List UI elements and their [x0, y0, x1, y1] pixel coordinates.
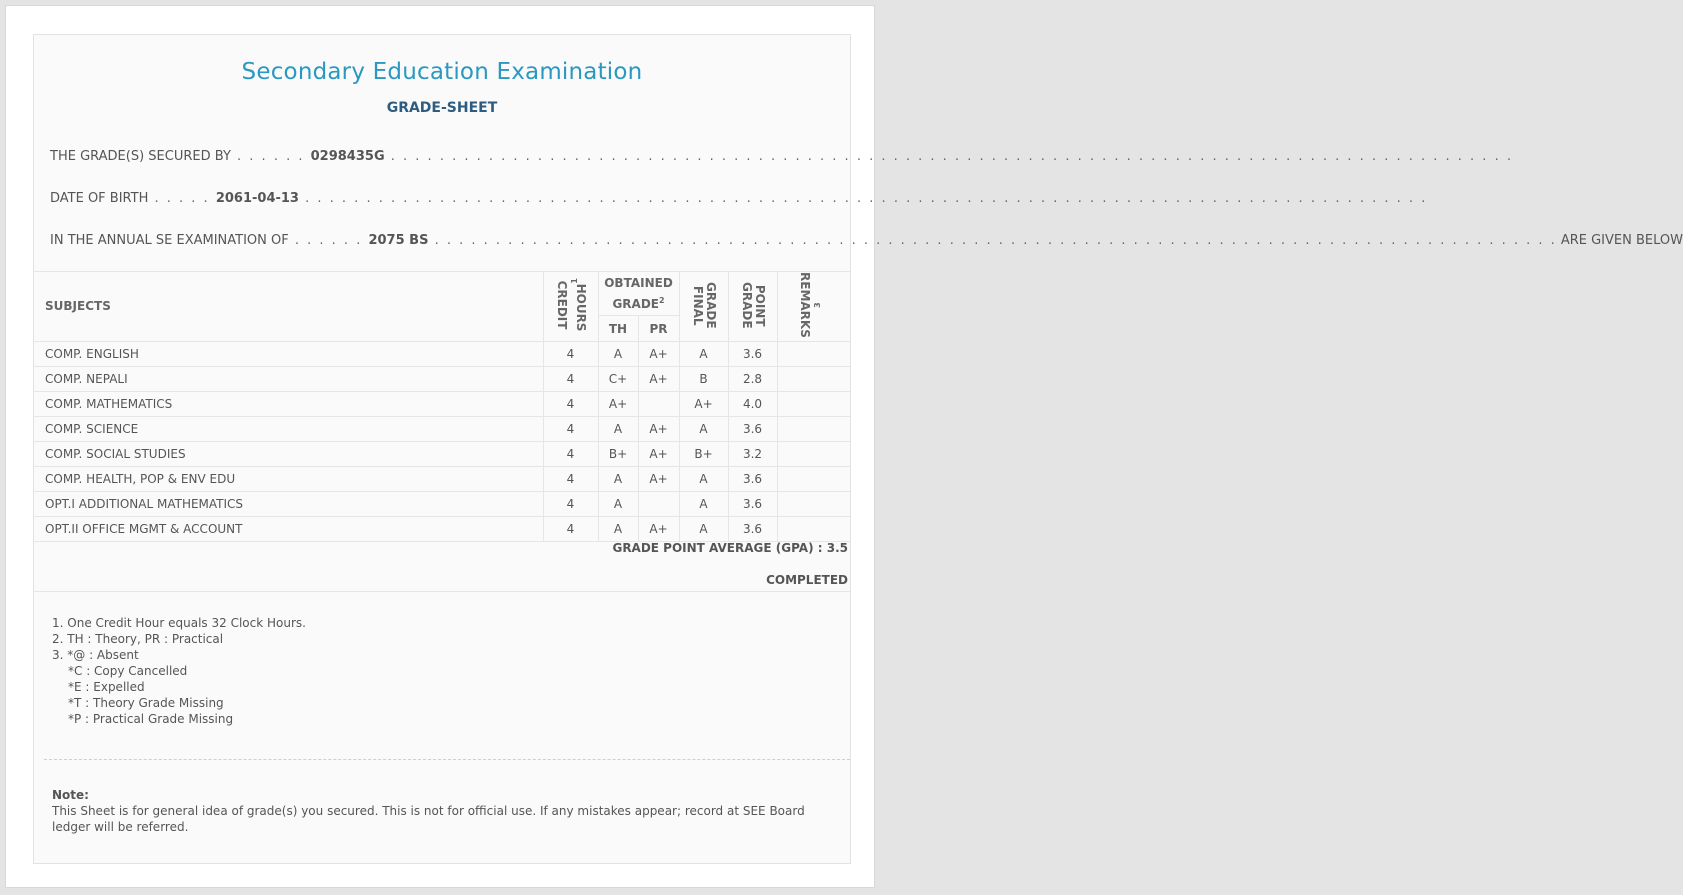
- status-text: COMPLETED: [766, 573, 848, 587]
- pr-cell: A+: [638, 366, 679, 391]
- remarks-cell: [777, 366, 850, 391]
- pr-cell: [638, 391, 679, 416]
- final-grade-cell: B+: [679, 441, 728, 466]
- subject-cell: COMP. MATHEMATICS: [34, 391, 543, 416]
- header-grade-point: GRADE POINT: [728, 272, 777, 342]
- header-final-grade: FINAL GRADE: [679, 272, 728, 342]
- dob-label: DATE OF BIRTH: [50, 191, 149, 206]
- grade-point-cell: 3.6: [728, 466, 777, 491]
- table-row: [34, 341, 850, 366]
- gpa-value: 3.5: [826, 541, 848, 555]
- footnote-item: 2. TH : Theory, PR : Practical: [52, 632, 224, 646]
- secured-by-line: [50, 149, 1513, 164]
- sheet-subtitle: GRADE-SHEET: [386, 100, 498, 116]
- symbol-number: 0298435G: [310, 149, 385, 164]
- grade-point-cell: 3.6: [728, 491, 777, 516]
- dob-value: 2061-04-13: [215, 191, 299, 206]
- exam-label: IN THE ANNUAL SE EXAMINATION OF: [50, 233, 289, 248]
- footnote-item: *E : Expelled: [68, 680, 145, 694]
- pr-cell: A+: [638, 441, 679, 466]
- table-row: [34, 491, 850, 516]
- final-grade-cell: A+: [679, 391, 728, 416]
- credit-cell: 4: [543, 466, 598, 491]
- credit-cell: 4: [543, 366, 598, 391]
- pr-cell: [638, 491, 679, 516]
- exam-year: 2075 BS: [368, 233, 429, 248]
- disclaimer-note: [52, 787, 832, 835]
- credit-cell: 4: [543, 516, 598, 541]
- header-practical: PR: [638, 316, 679, 342]
- remarks-cell: [777, 441, 850, 466]
- credit-cell: 4: [543, 391, 598, 416]
- grade-sheet: [33, 34, 1683, 864]
- leader-dots: . . . . . .: [230, 149, 311, 164]
- th-cell: A: [598, 466, 638, 491]
- table-row: [34, 441, 850, 466]
- table-row: [34, 466, 850, 491]
- table-row: [34, 516, 850, 541]
- subject-cell: COMP. HEALTH, POP & ENV EDU: [34, 466, 543, 491]
- page-title: Secondary Education Examination: [241, 59, 643, 85]
- remarks-cell: [777, 416, 850, 441]
- secured-by-label: THE GRADE(S) SECURED BY: [50, 149, 231, 164]
- grade-point-cell: 3.6: [728, 516, 777, 541]
- final-grade-cell: A: [679, 416, 728, 441]
- header-theory: TH: [598, 316, 638, 342]
- th-cell: A+: [598, 391, 638, 416]
- pr-cell: A+: [638, 516, 679, 541]
- subject-cell: OPT.I ADDITIONAL MATHEMATICS: [34, 491, 543, 516]
- grades-table: [34, 271, 850, 542]
- dashed-divider: [44, 759, 850, 760]
- subject-cell: OPT.II OFFICE MGMT & ACCOUNT: [34, 516, 543, 541]
- footnote-item: 3. *@ : Absent: [52, 648, 139, 662]
- leader-dots: . . . . . .: [288, 233, 369, 248]
- pr-cell: A+: [638, 466, 679, 491]
- credit-cell: 4: [543, 491, 598, 516]
- table-row: [34, 416, 850, 441]
- divider: [34, 591, 850, 592]
- grade-point-cell: 3.6: [728, 416, 777, 441]
- exam-line: [50, 233, 1683, 248]
- th-cell: A: [598, 491, 638, 516]
- grade-point-cell: 3.2: [728, 441, 777, 466]
- th-cell: C+: [598, 366, 638, 391]
- subject-cell: COMP. SCIENCE: [34, 416, 543, 441]
- th-cell: B+: [598, 441, 638, 466]
- th-cell: A: [598, 516, 638, 541]
- credit-cell: 4: [543, 441, 598, 466]
- credit-cell: 4: [543, 341, 598, 366]
- header-subjects: SUBJECTS: [34, 272, 543, 342]
- credit-cell: 4: [543, 416, 598, 441]
- given-below-text: ARE GIVEN BELOW: [1560, 233, 1683, 248]
- note-label: Note:: [52, 788, 89, 802]
- pr-cell: A+: [638, 416, 679, 441]
- header-credit-hours: CREDIT HOURS$^1$: [543, 272, 598, 342]
- subject-cell: COMP. SOCIAL STUDIES: [34, 441, 543, 466]
- grade-point-cell: 3.6: [728, 341, 777, 366]
- remarks-cell: [777, 491, 850, 516]
- subject-cell: COMP. NEPALI: [34, 366, 543, 391]
- page-frame: [5, 5, 1683, 888]
- header-remarks: REMARKS$^3$: [777, 272, 850, 342]
- footnote-item: *P : Practical Grade Missing: [68, 712, 234, 726]
- grade-point-cell: 4.0: [728, 391, 777, 416]
- gpa-summary: [612, 541, 848, 555]
- th-cell: A: [598, 416, 638, 441]
- remarks-cell: [777, 341, 850, 366]
- final-grade-cell: A: [679, 491, 728, 516]
- remarks-cell: [777, 466, 850, 491]
- remarks-cell: [777, 391, 850, 416]
- final-grade-cell: B: [679, 366, 728, 391]
- subject-cell: COMP. ENGLISH: [34, 341, 543, 366]
- pr-cell: A+: [638, 341, 679, 366]
- note-text: This Sheet is for general idea of grade(s) you secured. This is not for official use. If any mistakes appear; record at SEE Board ledger will be referred.: [52, 804, 805, 834]
- footnote-item: *C : Copy Cancelled: [68, 664, 188, 678]
- remarks-cell: [777, 516, 850, 541]
- final-grade-cell: A: [679, 516, 728, 541]
- table-row: [34, 366, 850, 391]
- header-obtained-grade: OBTAINED GRADE$^2$: [598, 272, 679, 316]
- gpa-label: GRADE POINT AVERAGE (GPA) :: [612, 541, 823, 555]
- final-grade-cell: A: [679, 341, 728, 366]
- th-cell: A: [598, 341, 638, 366]
- leader-dots: . . . . .: [148, 191, 216, 206]
- leader-dots: . . . . . . . . . . . . . . . . . . . . . . . . . . . . . . . . . . . . . . . . . . . . . . . . . . . . . . . . . . . . . . . . . . . . . . . . . . . . . . . . . . . . . . . . . . . .: [298, 191, 1428, 206]
- table-row: [34, 391, 850, 416]
- grade-point-cell: 2.8: [728, 366, 777, 391]
- footnotes: [52, 615, 306, 727]
- leader-dots: . . . . . . . . . . . . . . . . . . . . . . . . . . . . . . . . . . . . . . . . . . . . . . . . . . . . . . . . . . . . . . . . . . . . . . . . . . . . . . . . . . . . . . . . . . . .: [384, 149, 1513, 164]
- leader-dots: . . . . . . . . . . . . . . . . . . . . . . . . . . . . . . . . . . . . . . . . . . . . . . . . . . . . . . . . . . . . . . . . . . . . . . . . . . . . . . . . . . . . . . . . . . . .: [428, 233, 1557, 248]
- footnote-item: 1. One Credit Hour equals 32 Clock Hours.: [52, 616, 306, 630]
- final-grade-cell: A: [679, 466, 728, 491]
- dob-line: [50, 191, 1428, 206]
- footnote-item: *T : Theory Grade Missing: [68, 696, 224, 710]
